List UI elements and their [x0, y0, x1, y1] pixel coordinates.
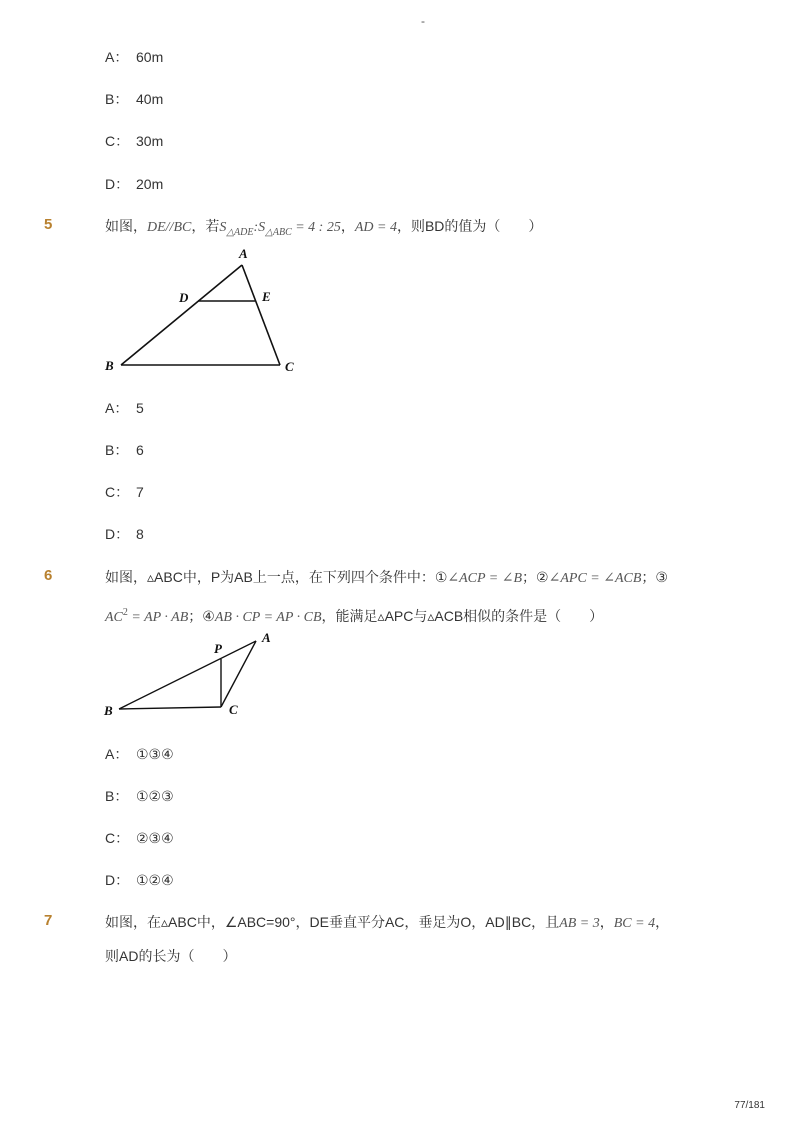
triangle-figure-q6 — [95, 625, 295, 725]
math-superscript: 2 — [122, 607, 128, 618]
option-value: 8 — [136, 526, 144, 542]
question-7-number: 7 — [44, 912, 53, 929]
segment-bc — [119, 707, 221, 709]
option-label: D： — [105, 872, 130, 888]
math-condition-4: AB · CP = AP · CB — [214, 610, 322, 625]
question-6-number: 6 — [44, 567, 53, 584]
question-7-text-line-1 — [105, 912, 669, 932]
text-segment: ，则BD的值为（ ） — [396, 218, 543, 234]
text-segment: ，能满足▵APC与▵ACB相似的条件是（ ） — [321, 608, 604, 624]
math-colon: : — [253, 220, 259, 235]
text-segment: ， — [599, 914, 614, 930]
option-value: 60m — [136, 49, 164, 65]
math-ac: AC — [105, 610, 123, 625]
option-label: A： — [105, 400, 129, 416]
text-segment: ， — [655, 914, 670, 930]
math-ad-equals: AD = 4 — [354, 220, 397, 235]
question-6-text-line-1 — [105, 567, 668, 587]
question-7-text-line-2: 则AD的长为（ ） — [105, 948, 237, 964]
segment-ca — [221, 641, 256, 707]
segment-ba — [119, 641, 256, 709]
option-label: C： — [105, 133, 130, 149]
label-d: D — [179, 290, 189, 305]
option-label: A： — [105, 746, 129, 762]
option-value: ①②④ — [136, 872, 174, 888]
text-segment: 如图， — [105, 218, 147, 234]
option-value: 5 — [136, 400, 144, 416]
page-number: 77/181 — [734, 1100, 765, 1111]
option-value: 20m — [136, 176, 164, 192]
text-segment: ，若 — [191, 218, 220, 234]
option-label: D： — [105, 176, 130, 192]
label-b: B — [104, 703, 113, 718]
question-6-text-line-2 — [105, 606, 603, 626]
question-5-text — [105, 216, 542, 238]
math-de-parallel-bc: DE//BC — [147, 220, 192, 235]
option-label: C： — [105, 484, 130, 500]
math-bc-equals: BC = 4 — [613, 916, 656, 931]
math-subscript-abc: △ABC — [265, 227, 292, 238]
math-area-s: S — [219, 220, 227, 235]
option-label: C： — [105, 830, 130, 846]
text-segment: ；③ — [641, 569, 668, 585]
prev-option-a[interactable] — [105, 47, 163, 67]
label-c: C — [229, 702, 238, 717]
q6-option-d[interactable] — [105, 870, 174, 890]
math-condition-1: ∠ACP = ∠B — [447, 571, 523, 586]
math-subscript-ade: △ADE — [226, 227, 254, 238]
text-segment: ；② — [522, 569, 549, 585]
q5-option-d[interactable] — [105, 524, 144, 544]
option-label: B： — [105, 442, 129, 458]
math-condition-2: ∠APC = ∠ACB — [548, 571, 642, 586]
q5-option-b[interactable] — [105, 440, 144, 460]
option-value: 6 — [136, 442, 144, 458]
prev-option-c[interactable] — [105, 131, 163, 151]
math-condition-3: = AP · AB — [127, 610, 189, 625]
q6-option-a[interactable] — [105, 744, 174, 764]
label-b: B — [105, 358, 114, 373]
label-p: P — [214, 641, 222, 656]
q5-option-a[interactable] — [105, 398, 144, 418]
option-label: A： — [105, 49, 129, 65]
option-value: 30m — [136, 133, 164, 149]
text-segment: ；④ — [188, 608, 215, 624]
q5-option-c[interactable] — [105, 482, 144, 502]
option-label: D： — [105, 526, 130, 542]
text-segment: ， — [340, 218, 355, 234]
q6-option-c[interactable] — [105, 828, 174, 848]
option-label: B： — [105, 91, 129, 107]
option-value: ②③④ — [136, 830, 174, 846]
math-area-s: S — [258, 220, 266, 235]
header-mark: - — [421, 14, 425, 28]
triangle-figure-q5 — [95, 240, 315, 380]
label-c: C — [285, 359, 294, 374]
math-ratio: = 4 : 25 — [291, 220, 341, 235]
label-a: A — [262, 630, 271, 645]
text-segment: 如图，▵ABC中，P为AB上一点，在下列四个条件中：① — [105, 569, 448, 585]
option-label: B： — [105, 788, 129, 804]
math-ab-equals: AB = 3 — [559, 916, 600, 931]
q6-option-b[interactable] — [105, 786, 174, 806]
prev-option-d[interactable] — [105, 174, 163, 194]
text-segment: 如图，在▵ABC中，∠ABC=90°，DE垂直平分AC，垂足为O，AD∥BC，且 — [105, 914, 560, 930]
segment-ab — [121, 265, 242, 365]
question-5-number: 5 — [44, 216, 53, 233]
option-value: 7 — [136, 484, 144, 500]
label-e: E — [262, 289, 271, 304]
option-value: ①③④ — [136, 746, 174, 762]
option-value: ①②③ — [136, 788, 174, 804]
prev-option-b[interactable] — [105, 89, 163, 109]
option-value: 40m — [136, 91, 164, 107]
label-a: A — [239, 246, 248, 261]
segment-ac — [242, 265, 280, 365]
